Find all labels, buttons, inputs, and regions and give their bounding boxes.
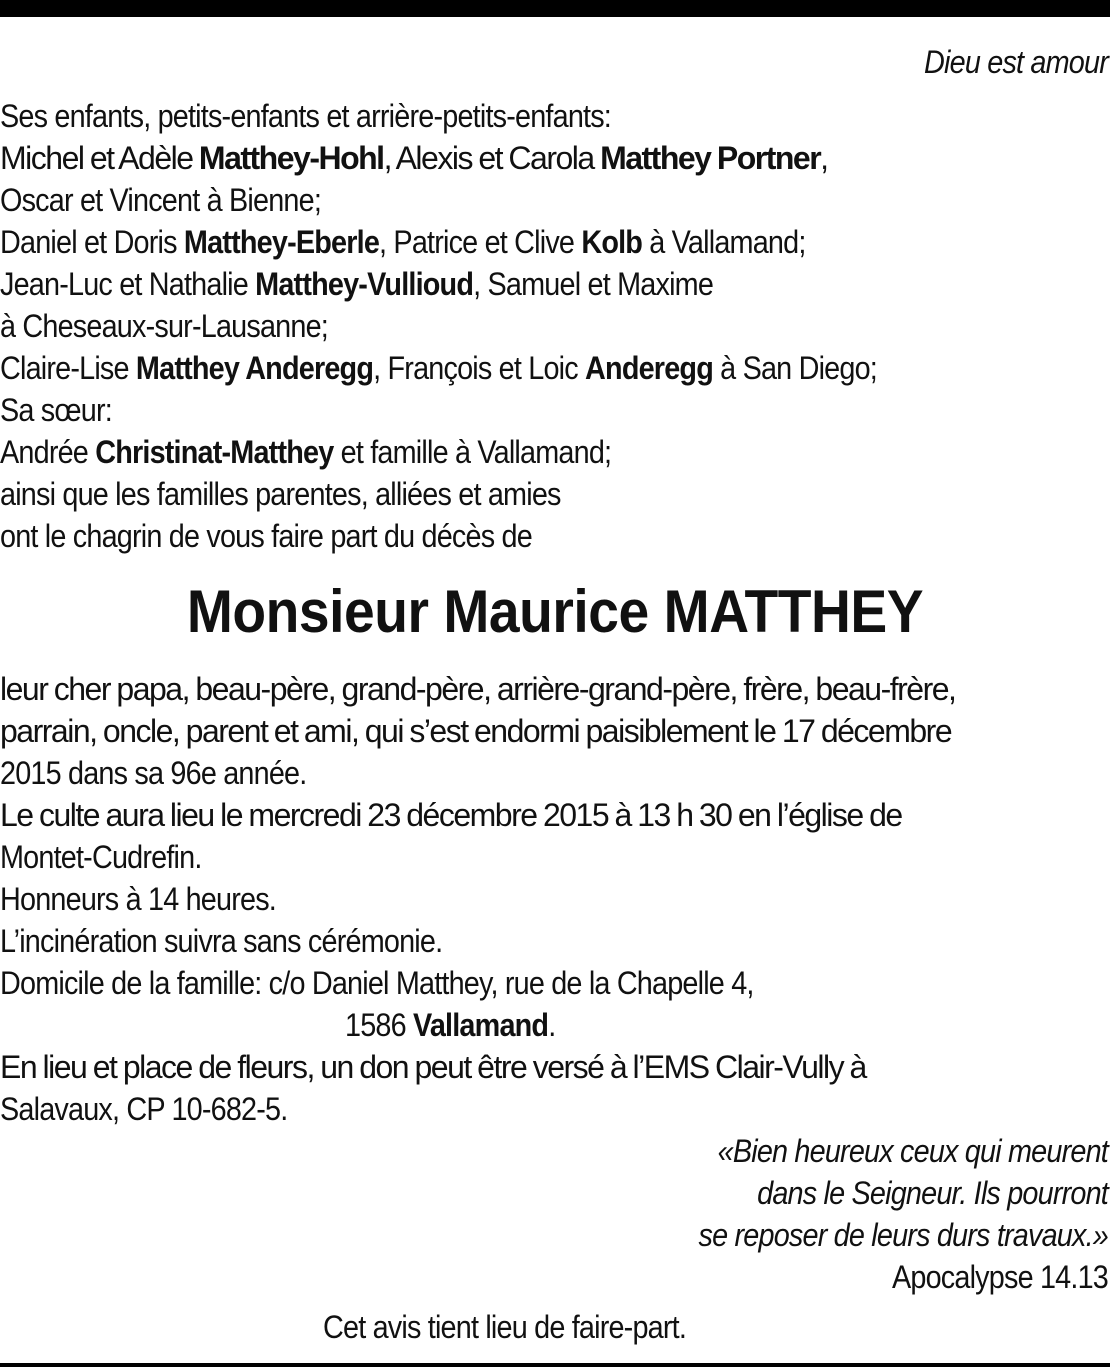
family-line: Daniel et Doris Matthey-Eberle, Patrice et Clive Kolb à Vallamand; <box>0 224 806 260</box>
body-line: En lieu et place de fleurs, un don peut être versé à l’EMS Clair-Vully à <box>0 1049 866 1085</box>
body-line: leur cher papa, beau-père, grand-père, arrière-grand-père, frère, beau-frère, <box>0 671 956 707</box>
family-line: Michel et Adèle Matthey-Hohl, Alexis et Carola Matthey Portner, <box>0 140 828 176</box>
family-line: ont le chagrin de vous faire part du décès de <box>0 518 532 554</box>
quote-line: dans le Seigneur. Ils pourront <box>757 1175 1108 1211</box>
family-line: Oscar et Vincent à Bienne; <box>0 182 322 218</box>
family-line: Jean-Luc et Nathalie Matthey-Vullioud, Samuel et Maxime <box>0 266 714 302</box>
epigraph: Dieu est amour <box>924 44 1108 80</box>
intro-heading: Ses enfants, petits-enfants et arrière-petits-enfants: <box>0 98 612 134</box>
body-line: 1586 Vallamand. <box>345 1007 556 1043</box>
family-line: Andrée Christinat-Matthey et famille à Vallamand; <box>0 434 612 470</box>
quote-line: «Bien heureux ceux qui meurent <box>717 1133 1108 1169</box>
quote-reference: Apocalypse 14.13 <box>891 1259 1108 1295</box>
bottom-rule <box>0 1363 1110 1367</box>
body-line: Salavaux, CP 10-682-5. <box>0 1091 288 1127</box>
quote-line: se reposer de leurs durs travaux.» <box>698 1217 1108 1253</box>
family-line: à Cheseaux-sur-Lausanne; <box>0 308 328 344</box>
family-line: Claire-Lise Matthey Anderegg, François et Loic Anderegg à San Diego; <box>0 350 877 386</box>
body-line: Honneurs à 14 heures. <box>0 881 276 917</box>
body-line: 2015 dans sa 96e année. <box>0 755 307 791</box>
body-line: Domicile de la famille: c/o Daniel Matthey, rue de la Chapelle 4, <box>0 965 754 1001</box>
body-line: Montet-Cudrefin. <box>0 839 202 875</box>
body-line: parrain, oncle, parent et ami, qui s’est endormi paisiblement le 17 décembre <box>0 713 952 749</box>
deceased-name: Monsieur Maurice MATTHEY <box>186 578 924 645</box>
body-line: Le culte aura lieu le mercredi 23 décembre 2015 à 13 h 30 en l’église de <box>0 797 902 833</box>
body-line: L’incinération suivra sans cérémonie. <box>0 923 443 959</box>
family-line: Sa sœur: <box>0 392 112 428</box>
closing-note: Cet avis tient lieu de faire-part. <box>323 1309 687 1345</box>
top-rule <box>0 0 1110 17</box>
family-line: ainsi que les familles parentes, alliées et amies <box>0 476 561 512</box>
